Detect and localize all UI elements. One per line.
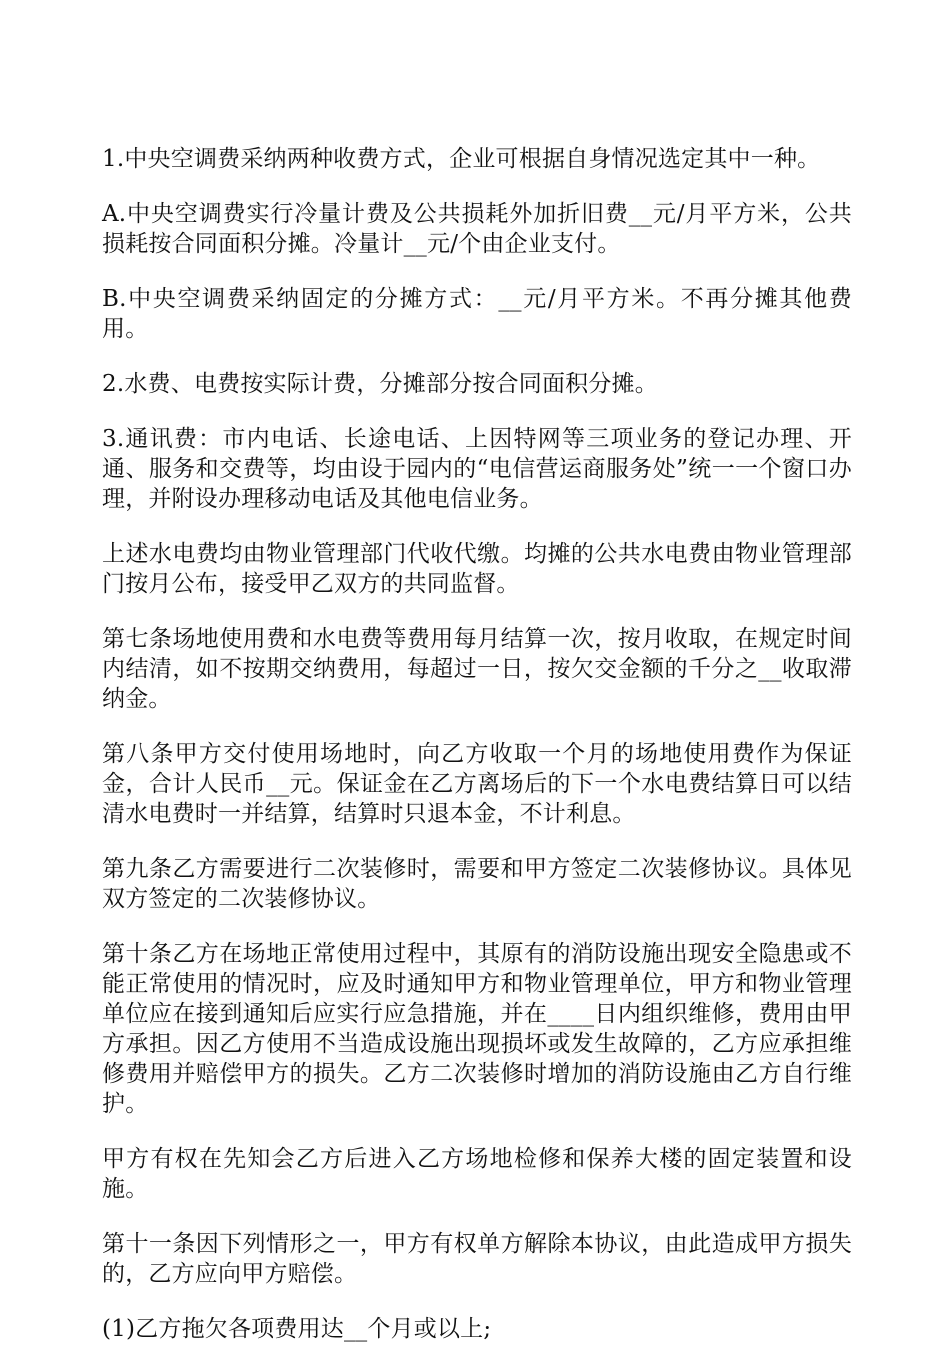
paragraph-ac-option-a: A.中央空调费实行冷量计费及公共损耗外加折旧费__元/月平方米，公共损耗按合同面积分摊。冷量计__元/个由企业支付。 [102, 201, 852, 257]
paragraph-inspection-right: 甲方有权在先知会乙方后进入乙方场地检修和保养大楼的固定装置和设施。 [102, 1146, 852, 1202]
document-body [102, 144, 852, 1369]
paragraph-article-11: 第十一条因下列情形之一，甲方有权单方解除本协议，由此造成甲方损失的，乙方应向甲方赔偿。 [102, 1231, 852, 1287]
paragraph-telecom-fee: 3.通讯费：市内电话、长途电话、上因特网等三项业务的登记办理、开通、服务和交费等，均由设于园内的“电信营运商服务处”统一一个窗口办理，并附设办理移动电话及其他电信业务。 [102, 426, 852, 512]
paragraph-utility-collection: 上述水电费均由物业管理部门代收代缴。均摊的公共水电费由物业管理部门按月公布，接受甲乙双方的共同监督。 [102, 541, 852, 597]
paragraph-article-10: 第十条乙方在场地正常使用过程中，其原有的消防设施出现安全隐患或不能正常使用的情况时，应及时通知甲方和物业管理单位，甲方和物业管理单位应在接到通知后应实行应急措施，并在____日内组织维修，费用由甲方承担。因乙方使用不当造成设施出现损坏或发生故障的，乙方应承担维修费用并赔偿甲方的损失。乙方二次装修时增加的消防设施由乙方自行维护。 [102, 941, 852, 1117]
paragraph-item-1: (1)乙方拖欠各项费用达__个月或以上; [102, 1316, 492, 1342]
paragraph-article-7: 第七条场地使用费和水电费等费用每月结算一次，按月收取，在规定时间内结清，如不按期交纳费用，每超过一日，按欠交金额的千分之__收取滞纳金。 [102, 626, 852, 712]
paragraph-water-electricity: 2.水费、电费按实际计费，分摊部分按合同面积分摊。 [102, 371, 658, 397]
paragraph-article-9: 第九条乙方需要进行二次装修时，需要和甲方签定二次装修协议。具体见双方签定的二次装修协议。 [102, 856, 852, 912]
paragraph-ac-option-b: B.中央空调费采纳固定的分摊方式：__元/月平方米。不再分摊其他费用。 [102, 286, 852, 342]
paragraph-article-8: 第八条甲方交付使用场地时，向乙方收取一个月的场地使用费作为保证金，合计人民币__元。保证金在乙方离场后的下一个水电费结算日可以结清水电费时一并结算，结算时只退本金，不计利息。 [102, 741, 852, 827]
paragraph-ac-fee-methods: 1.中央空调费采纳两种收费方式，企业可根据自身情况选定其中一种。 [102, 146, 821, 172]
